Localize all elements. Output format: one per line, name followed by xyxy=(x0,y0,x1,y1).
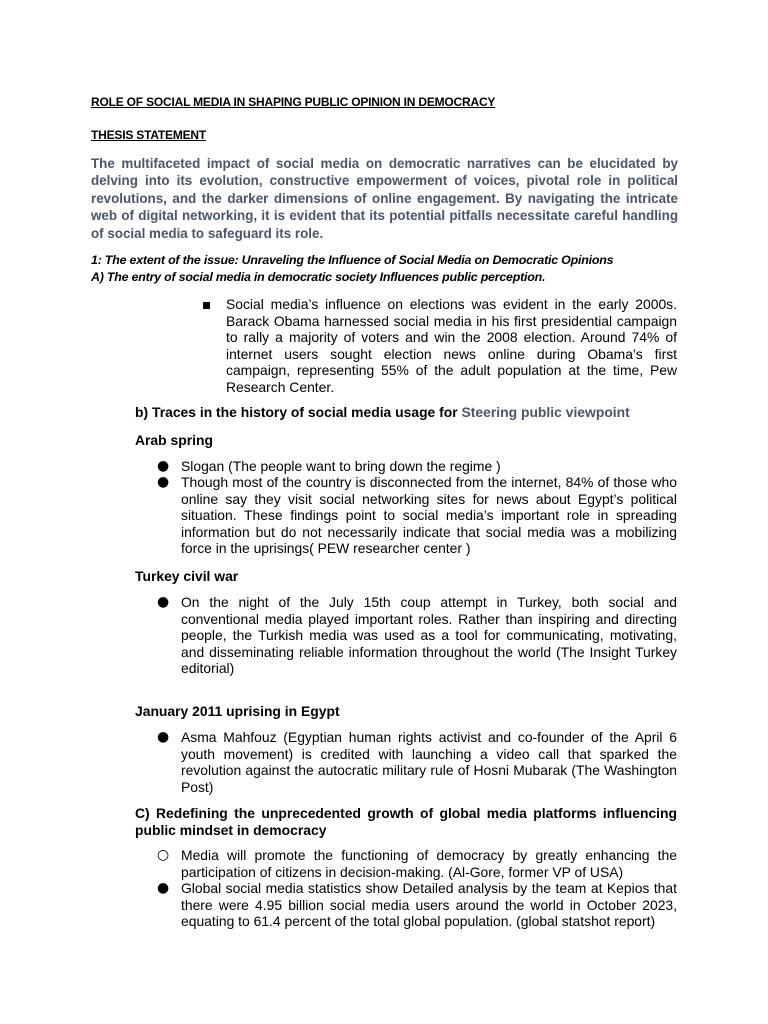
hollow-bullet-icon: ○ xyxy=(157,847,170,863)
list-item: Asma Mahfouz (Egyptian human rights activist and co-founder of the April 6 youth movement) is credited with launching a video call that sparked the revolution against the autocratic military rule of Hosni Mubarak (The Washington Post) xyxy=(181,729,677,795)
list-item: Though most of the country is disconnected from the internet, 84% of those who online say they visit social networking sites for news about Egypt’s political situation. These findings point to social media’s important role in spreading information but do not necessarily indicate that social media was a mobilizing force in the uprisings( PEW researcher center ) xyxy=(181,474,677,557)
egypt-heading: January 2011 uprising in Egypt xyxy=(135,703,340,719)
turkey-heading: Turkey civil war xyxy=(135,568,239,584)
subsection-c-heading: C) Redefining the unprecedented growth of global media platforms influencing public mindset in democracy xyxy=(135,805,677,838)
subsection-b-heading-highlight: Steering public viewpoint xyxy=(461,404,630,420)
list-item: Global social media statistics show Detailed analysis by the team at Kepios that there were 4.95 billion social media users around the world in October 2023, equating to 61.4 percent of the total global population. (global statshot report) xyxy=(181,880,677,930)
thesis-heading: THESIS STATEMENT xyxy=(91,128,207,142)
list-item: Media will promote the functioning of democracy by greatly enhancing the participation of citizens in decision-making. (Al-Gore, former VP of USA) xyxy=(181,847,677,880)
subsection-b-heading-text: b) Traces in the history of social media usage for xyxy=(135,404,462,420)
bullet-icon: ● xyxy=(157,474,170,490)
list-item: Slogan (The people want to bring down the regime ) xyxy=(181,458,501,474)
subsection-b-heading xyxy=(135,404,630,421)
subsection-a-heading: A) The entry of social media in democratic society Influences public perception. xyxy=(91,270,546,284)
document-title: ROLE OF SOCIAL MEDIA IN SHAPING PUBLIC OPINION IN DEMOCRACY xyxy=(91,95,496,109)
arab-spring-heading: Arab spring xyxy=(135,432,213,448)
bullet-icon: ● xyxy=(157,594,170,610)
list-item: Social media’s influence on elections was evident in the early 2000s. Barack Obama harnessed social media in his first presidential campaign to rally a majority of voters and win the 2008 election. Around 74% of internet users sought election news online during Obama’s first campaign, representing 55% of the adult population at the time, Pew Research Center. xyxy=(226,296,677,395)
section-1-heading: 1: The extent of the issue: Unraveling the Influence of Social Media on Democratic Opinions xyxy=(91,253,614,267)
bullet-icon: ● xyxy=(157,729,170,745)
list-item: On the night of the July 15th coup attempt in Turkey, both social and conventional media played important roles. Rather than inspiring and directing people, the Turkish media was used as a tool for communicating, motivating, and disseminating reliable information throughout the world (The Insight Turkey editorial) xyxy=(181,594,677,677)
section-extent-heading xyxy=(91,252,691,286)
thesis-statement: The multifaceted impact of social media on democratic narratives can be elucidated by delving into its evolution, constructive empowerment of voices, pivotal role in political revolutions, and the darker dimensions of online engagement. By navigating the intricate web of digital networking, it is evident that its potential pitfalls necessitate careful handling of social media to safeguard its role. xyxy=(91,156,678,241)
square-bullet-icon xyxy=(203,302,210,309)
bullet-icon: ● xyxy=(157,458,170,474)
bullet-icon: ● xyxy=(157,880,170,896)
